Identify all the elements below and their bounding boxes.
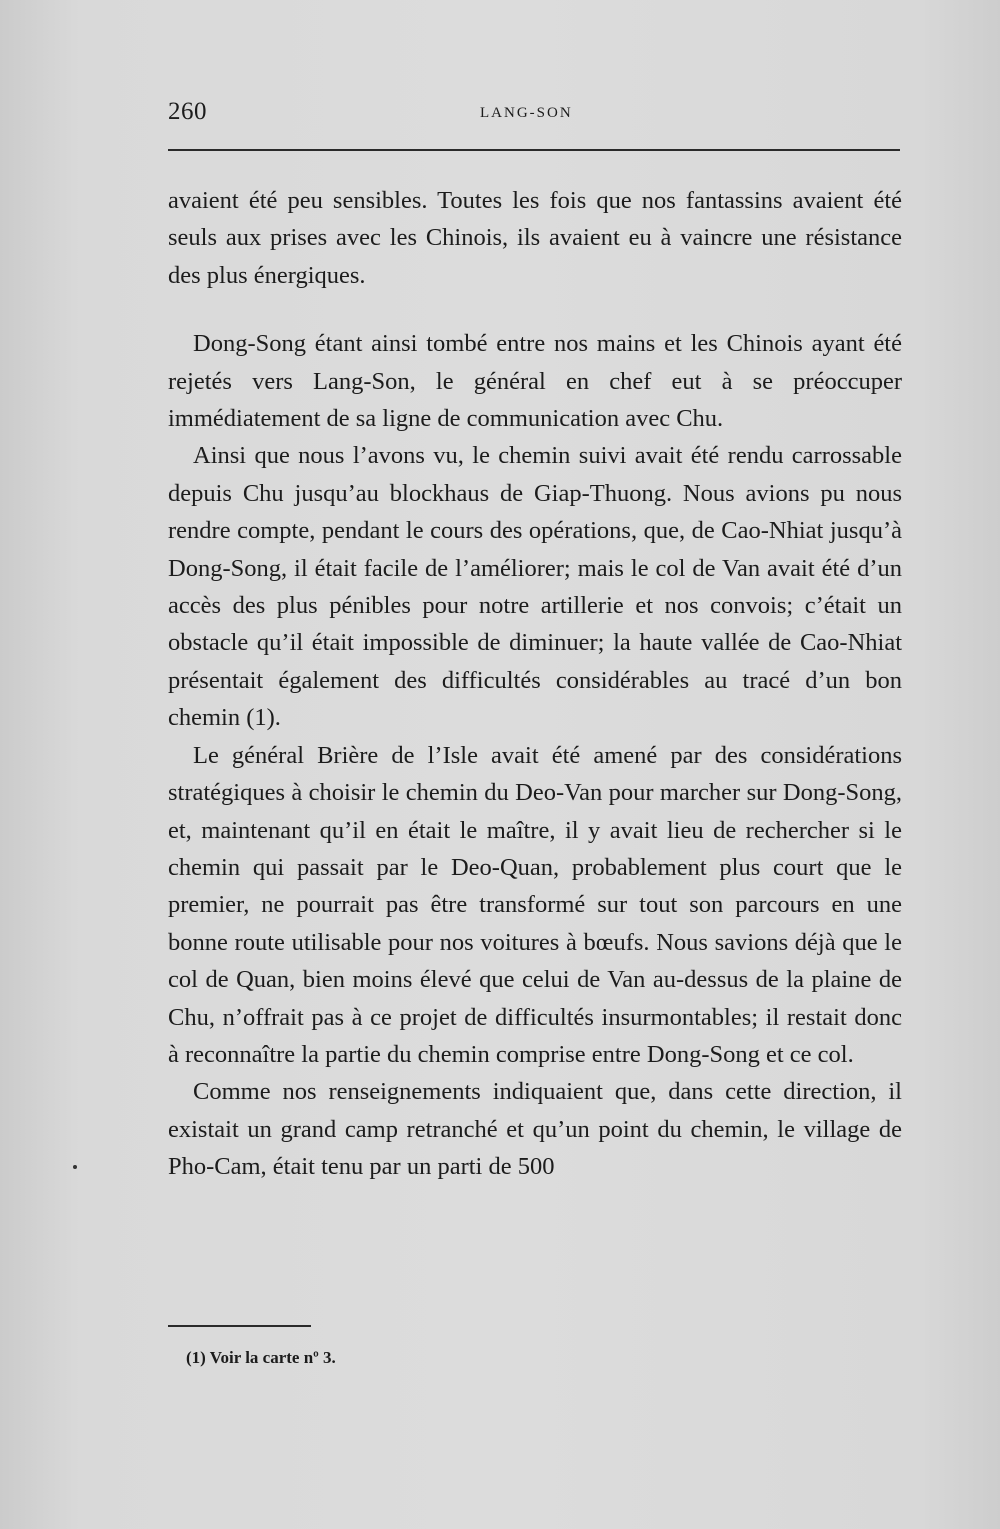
- paragraph: Ainsi que nous l’avons vu, le chemin suivi avait été rendu carrossable depuis Chu jusqu’au blockhaus de Giap-Thuong. Nous avions pu nous rendre compte, pendant le cours des opérations, que, de Cao-Nhiat jusqu’à Dong-Song, il était facile de l’améliorer; mais le col de Van avait été d’un accès des plus pénibles pour notre artillerie et nos convois; c’était un obstacle qu’il était impossible de diminuer; la haute vallée de Cao-Nhiat présentait également des difficultés considérables au tracé d’un bon chemin (1).: [168, 442, 902, 732]
- paragraph-continued: avaient été peu sensibles. Toutes les fois que nos fantassins avaient été seuls aux prises avec les Chinois, ils avaient eu à vaincre une résistance des plus énergiques.: [168, 187, 902, 289]
- page-number: 260: [168, 98, 207, 125]
- paragraph: Le général Brière de l’Isle avait été amené par des considérations stratégiques à choisir le chemin du Deo-Van pour marcher sur Dong-Song, et, maintenant qu’il en était le maître, il y avait lieu de rechercher si le chemin qui passait par le Deo-Quan, probablement plus court que le premier, ne pourrait pas être transformé sur tout son parcours en une bonne route utilisable pour nos voitures à bœufs. Nous savions déjà que le col de Quan, bien moins élevé que celui de Van au-dessus de la plaine de Chu, n’offrait pas à ce projet de difficultés insurmontables; il restait donc à reconnaître la partie du chemin comprise entre Dong-Song et ce col.: [168, 741, 902, 1068]
- ink-speck: [73, 1165, 77, 1169]
- footnote-rule: [168, 1325, 311, 1327]
- page-header: [168, 98, 902, 138]
- paragraph: Dong-Song étant ainsi tombé entre nos mains et les Chinois ayant été rejetés vers Lang-Son, le général en chef eut à se préoccuper immédiatement de sa ligne de communication avec Chu.: [168, 330, 902, 433]
- running-head: LANG-SON: [480, 105, 573, 121]
- header-rule: [168, 149, 900, 151]
- footnote: (1) Voir la carte nº 3.: [186, 1348, 336, 1367]
- body-text: [168, 182, 902, 1186]
- paragraph: Comme nos renseignements indiquaient que, dans cette direction, il existait un grand camp retranché et qu’un point du chemin, le village de Pho-Cam, était tenu par un parti de 500: [168, 1078, 902, 1181]
